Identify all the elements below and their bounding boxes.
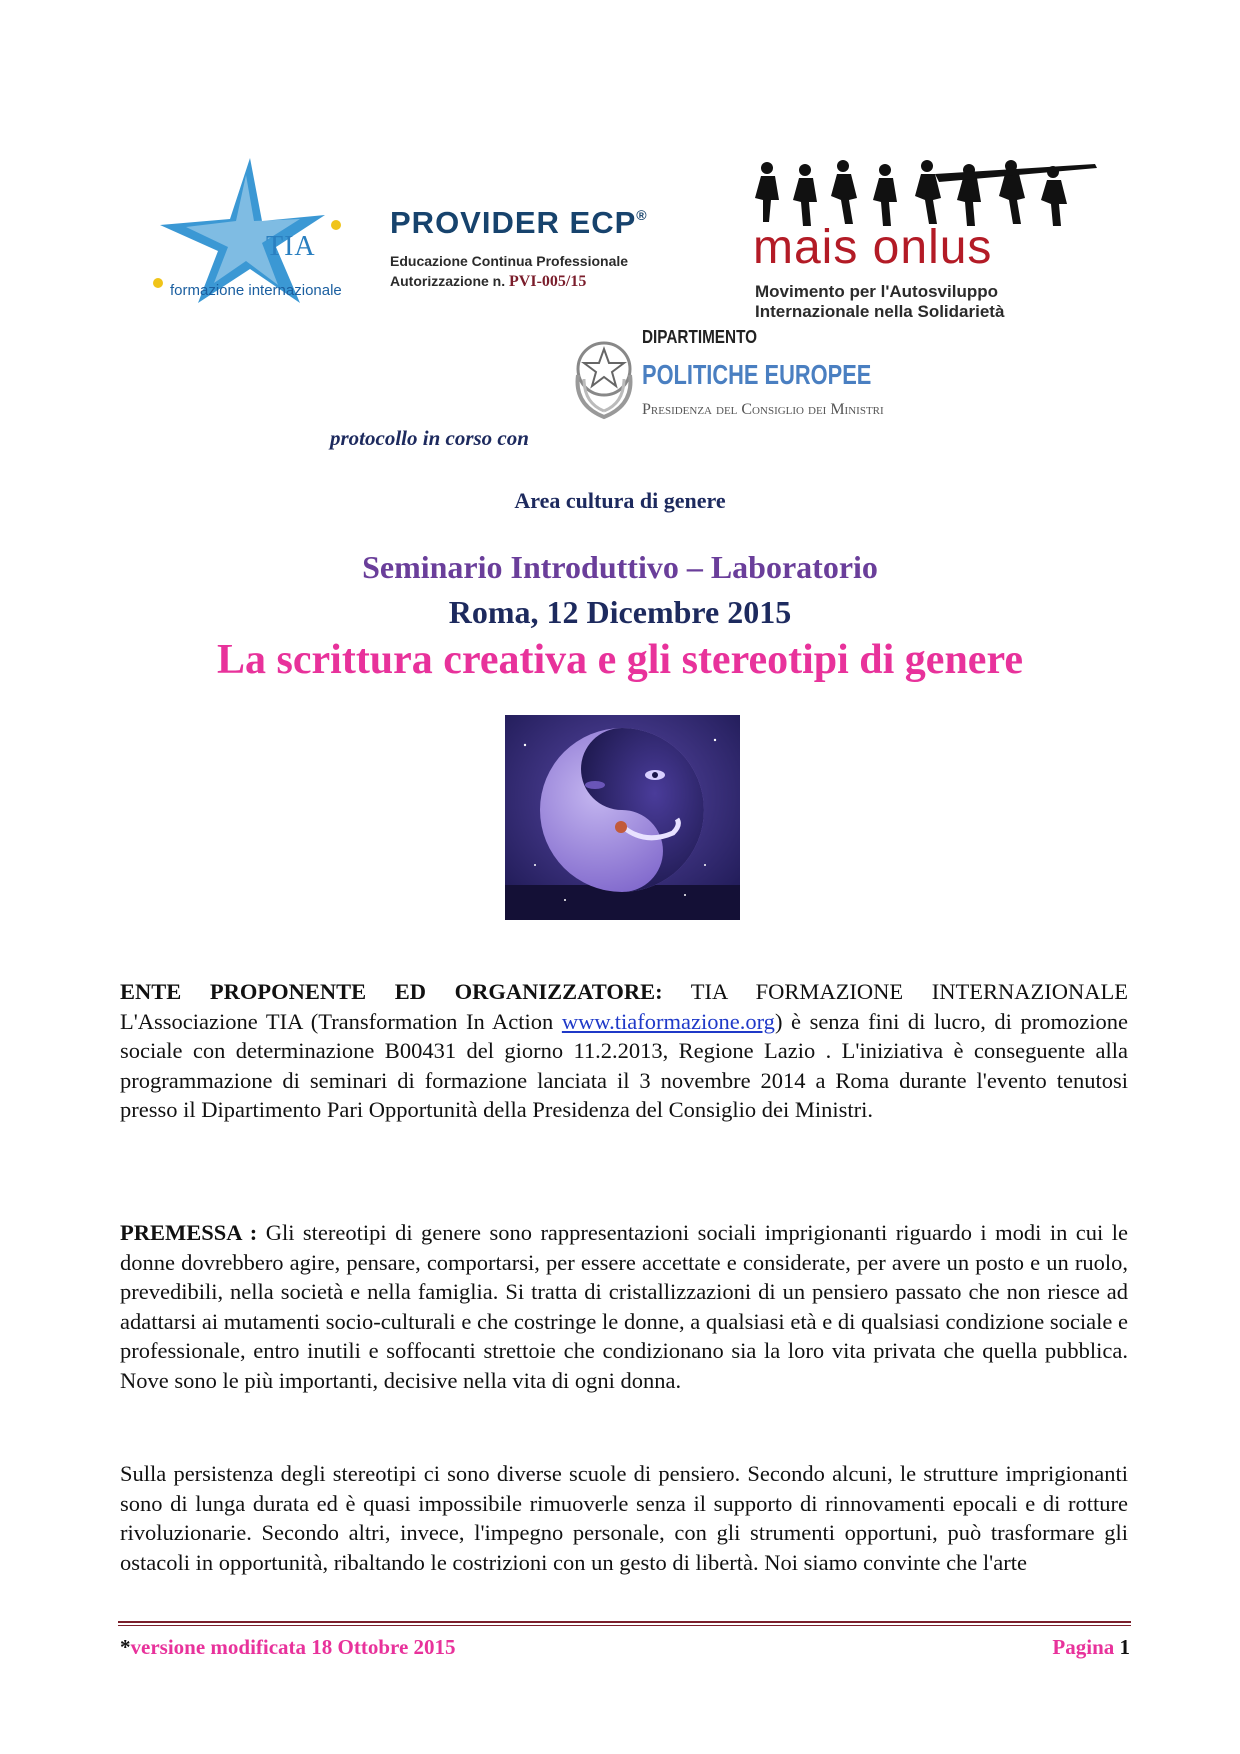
protocollo-note: protocollo in corso con — [330, 426, 529, 450]
footer-version-text: versione modificata 18 Ottobre 2015 — [130, 1635, 456, 1659]
footer-star: * — [120, 1635, 131, 1659]
provider-line-1: Educazione Continua Professionale — [390, 253, 629, 269]
provider-title-text: PROVIDER ECP — [390, 205, 637, 240]
mais-subtitle-1: Movimento per l'Autosviluppo — [755, 282, 998, 301]
ente-label: ENTE PROPONENTE ED ORGANIZZATORE: — [120, 979, 663, 1004]
tia-subtitle: formazione internazionale — [170, 282, 342, 299]
mais-onlus-logo — [745, 160, 1110, 320]
dpe-line-3: Presidenza del Consiglio dei Ministri — [642, 401, 884, 418]
ente-text-b: ) è senza fini di lucro, di promozione sociale con determinazione B00431 del giorno 11.2.2013, Regione Lazio . L'iniziativa è conseguente alla programmazione di seminari di formazione lanciata il 3 novembre 2014 a Roma durante l'evento tenutosi presso il Dipartimento Pari Opportunità della Presidenza del Consiglio dei Ministri. — [120, 1008, 1128, 1122]
premessa-label: PREMESSA : — [120, 1220, 258, 1245]
area-heading: Area cultura di genere — [514, 488, 726, 513]
premessa-text: Gli stereotipi di genere sono rappresentazioni sociali imprigionanti riguardo i modi in cui le donne dovrebbero agire, pensare, comportarsi, per essere accettate e considerate, per avere un posto e un ruolo, prevedibili, nella società e nella famiglia. Si tratta di cristallizzazioni di un pensiero passato che non riesce ad adattarsi ai mutamenti socio-culturali e che costringe le donne, a qualsiasi età e di qualsiasi condizione sociale e professionale, entro inutili e soffocanti strettoie che condizionano sia la loro vita privata che quella pubblica. Nove sono le più importanti, decisive nella vita di ogni donna. — [120, 1220, 1128, 1393]
dpe-line-2: POLITICHE EUROPEE — [642, 359, 872, 390]
mais-title: mais onlus — [753, 221, 993, 274]
luogo-data-heading: Roma, 12 Dicembre 2015 — [448, 594, 792, 630]
ente-text-a: TIA FORMAZIONE INTERNAZIONALE L'Associazione TIA (Transformation In Action — [120, 979, 1128, 1034]
seminario-heading: Seminario Introduttivo – Laboratorio — [362, 549, 878, 585]
paragraph-premessa — [120, 1218, 1128, 1395]
paragraph-persistenza — [120, 1459, 1128, 1577]
footer-page-label: Pagina — [1052, 1635, 1115, 1659]
provider-line-2 — [390, 273, 720, 291]
registered-mark: ® — [636, 207, 648, 223]
provider-auth-label: Autorizzazione n. — [390, 273, 506, 289]
main-title: La scrittura creativa e gli stereotipi di genere — [217, 637, 1023, 683]
footer-page-number: 1 — [1119, 1635, 1130, 1659]
mais-subtitle-2: Internazionale nella Solidarietà — [755, 302, 1005, 321]
provider-ecp-logo — [390, 205, 720, 291]
footer-page — [1052, 1635, 1130, 1660]
dpe-line-1: DIPARTIMENTO — [642, 327, 758, 347]
provider-auth-code: PVI-005/15 — [509, 273, 587, 290]
persistenza-text: Sulla persistenza degli stereotipi ci sono diverse scuole di pensiero. Secondo alcuni, le strutture imprigionanti sono di lunga durata ed è quasi impossibile rimuoverle senza il supporto di rinnovamenti epocali e di rotture rivoluzionarie. Secondo altri, invece, l'impegno personale, con gli strumenti opportuni, può trasformare gli ostacoli in opportunità, ribaltando le costrizioni con un gesto di libertà. Noi siamo convinte che l'arte — [120, 1461, 1128, 1575]
footer-rule-thick — [118, 1621, 1131, 1623]
provider-title — [390, 205, 720, 241]
republic-emblem-icon — [570, 325, 638, 425]
tia-name: TIA — [266, 231, 316, 262]
tia-logo — [150, 155, 350, 305]
footer-rule-thin — [118, 1625, 1131, 1626]
politiche-europee-logo — [570, 325, 910, 435]
paragraph-ente-proponente — [120, 977, 1128, 1125]
tia-website-link[interactable]: www.tiaformazione.org — [561, 1008, 775, 1034]
footer-version — [120, 1635, 456, 1660]
moon-illustration — [505, 715, 740, 920]
